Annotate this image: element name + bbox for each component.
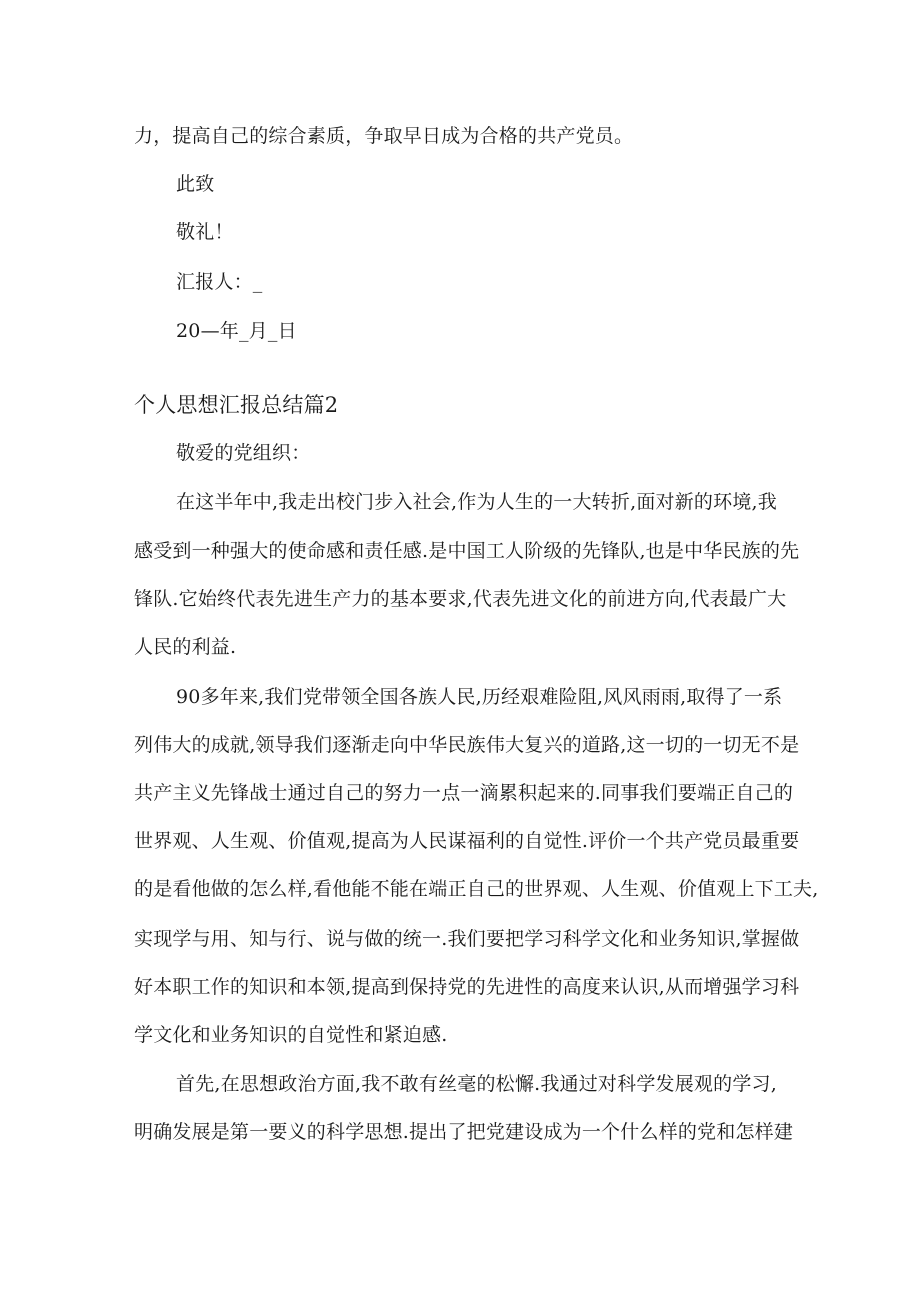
date-line: 20—年_月_日 <box>176 320 297 342</box>
paragraph-1-line-4: 人民的利益. <box>134 636 237 658</box>
paragraph-2-line-4: 世界观、人生观、价值观,提高为人民谋福利的自觉性.评价一个共产党员最重要 <box>134 830 800 852</box>
reporter-line: 汇报人：_ <box>176 271 263 293</box>
paragraph-1-line-2: 感受到一种强大的使命感和责任感.是中国工人阶级的先锋队,也是中华民族的先 <box>134 540 800 562</box>
paragraph-2-line-5: 的是看他做的怎么样,看他能不能在端正自己的世界观、人生观、价值观上下工夫, <box>134 878 819 900</box>
section-title: 个人思想汇报总结篇2 <box>134 393 339 417</box>
continued-line: 力，提高自己的综合素质，争取早日成为合格的共产党员。 <box>134 125 634 147</box>
paragraph-1-line-3: 锋队.它始终代表先进生产力的基本要求,代表先进文化的前进方向,代表最广大 <box>134 588 787 610</box>
paragraph-2-line-7: 好本职工作的知识和本领,提高到保持党的先进性的高度来认识,从而增强学习科 <box>134 976 800 998</box>
paragraph-2-line-3: 共产主义先锋战士通过自己的努力一点一滴累积起来的.同事我们要端正自己的 <box>134 782 794 804</box>
paragraph-2-line-6: 实现学与用、知与行、说与做的统一.我们要把学习科学文化和业务知识,掌握做 <box>134 928 800 950</box>
paragraph-2-line-8: 学文化和业务知识的自觉性和紧迫感. <box>134 1024 448 1046</box>
salutation-jing-li: 敬礼！ <box>176 221 234 243</box>
salutation-ci-zhi: 此致 <box>176 173 215 195</box>
paragraph-3-line-1: 首先,在思想政治方面,我不敢有丝毫的松懈.我通过对科学发展观的学习, <box>176 1073 777 1095</box>
paragraph-1-line-1: 在这半年中,我走出校门步入社会,作为人生的一大转折,面对新的环境,我 <box>176 491 777 513</box>
paragraph-2-line-2: 列伟大的成就,领导我们逐渐走向中华民族伟大复兴的道路,这一切的一切无不是 <box>134 734 800 756</box>
paragraph-2-line-1: 90多年来,我们党带领全国各族人民,历经艰难险阻,风风雨雨,取得了一系 <box>176 686 783 708</box>
paragraph-3-line-2: 明确发展是第一要义的科学思想.提出了把党建设成为一个什么样的党和怎样建 <box>134 1121 794 1143</box>
greeting-line: 敬爱的党组织： <box>176 442 311 464</box>
